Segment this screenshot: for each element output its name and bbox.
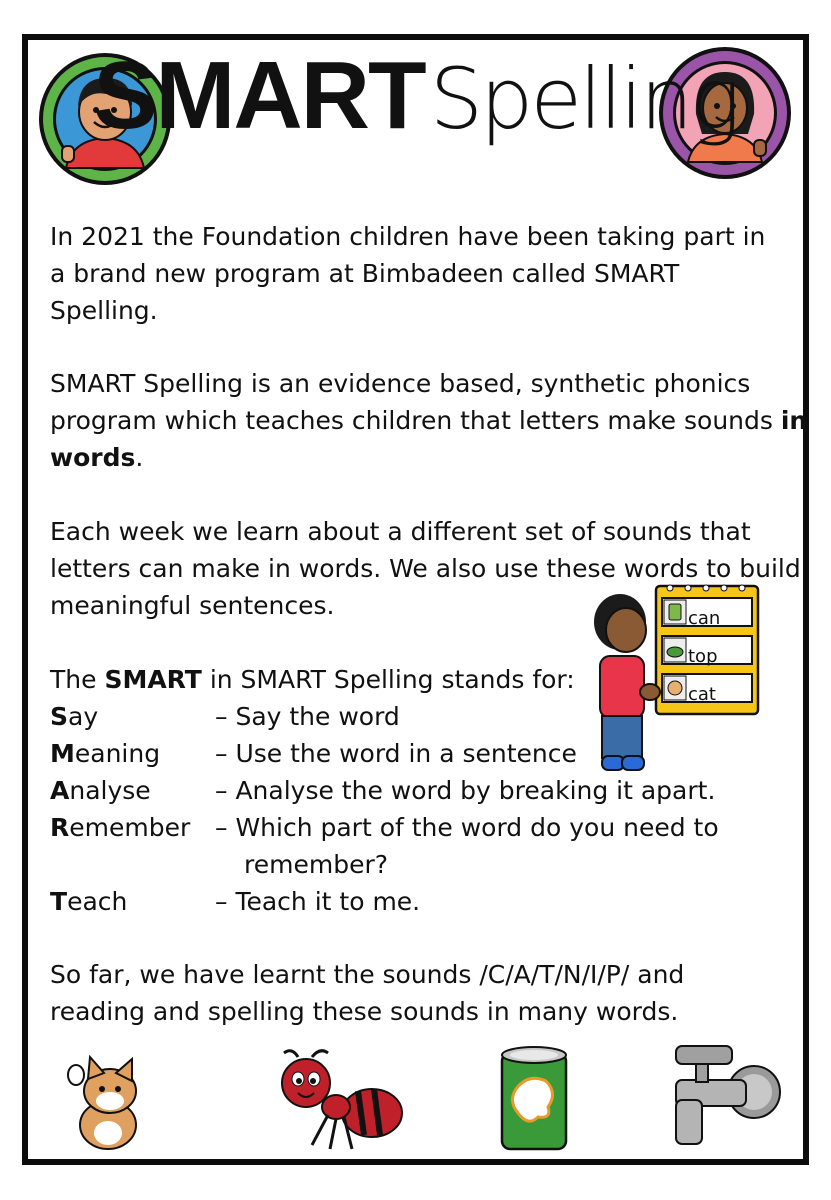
smart-desc: – Which part of the word do you need to <box>215 813 719 842</box>
stands-for-line <box>50 661 575 698</box>
smart-letter: R <box>50 813 70 842</box>
stands-bold: SMART <box>104 665 202 694</box>
smart-word <box>50 698 215 735</box>
smart-word <box>50 772 215 809</box>
about-text: program which teaches children that letters make sounds <box>50 406 781 435</box>
chart-word: can <box>688 608 721 629</box>
smart-letter: M <box>50 739 75 768</box>
stands-text: in SMART Spelling stands for: <box>201 665 575 694</box>
smart-desc: – Analyse the word by breaking it apart. <box>215 776 716 805</box>
tap-icon <box>664 1040 782 1152</box>
smart-desc-continued: remember? <box>244 850 388 879</box>
intro-paragraph <box>50 218 800 329</box>
smart-desc: – Say the word <box>215 702 400 731</box>
smart-rest: each <box>67 887 128 916</box>
closing-line: So far, we have learnt the sounds /C/A/T/N/I/P/ and <box>50 960 685 989</box>
smart-word <box>50 809 215 846</box>
title-bold: SMART <box>93 42 425 149</box>
cat-icon <box>62 1045 150 1153</box>
smart-letter: T <box>50 887 68 916</box>
about-line <box>50 402 808 439</box>
about-bold: words <box>50 443 136 472</box>
about-text: . <box>135 443 144 472</box>
stands-text: The <box>50 665 105 694</box>
smart-item-analyse <box>50 772 715 809</box>
title-light: Spelling <box>429 50 738 148</box>
page-title <box>0 42 831 149</box>
about-paragraph <box>50 365 808 476</box>
about-bold: in <box>780 406 808 435</box>
weekly-line: Each week we learn about a different set of sounds that <box>50 517 751 546</box>
intro-line: In 2021 the Foundation children have been taking part in <box>50 222 766 251</box>
smart-item-teach <box>50 883 420 920</box>
boy-with-word-chart-icon <box>578 580 764 782</box>
intro-line: Spelling. <box>50 296 158 325</box>
about-line: SMART Spelling is an evidence based, synthetic phonics <box>50 369 751 398</box>
chart-words <box>688 600 720 714</box>
closing-line: reading and spelling these sounds in many words. <box>50 997 679 1026</box>
about-line <box>50 439 800 476</box>
smart-item-say <box>50 698 400 735</box>
weekly-line: meaningful sentences. <box>50 591 335 620</box>
smart-rest: ay <box>68 702 99 731</box>
chart-word: top <box>688 646 718 667</box>
smart-desc: – Use the word in a sentence <box>215 739 577 768</box>
smart-letter: S <box>50 702 69 731</box>
tin-can-icon <box>498 1043 570 1155</box>
smart-item-remember <box>50 809 719 846</box>
smart-item-meaning <box>50 735 577 772</box>
smart-word <box>50 883 215 920</box>
weekly-line: letters can make in words. We also use these words to build <box>50 554 801 583</box>
smart-rest: eaning <box>74 739 161 768</box>
smart-rest: emember <box>69 813 191 842</box>
smart-desc: – Teach it to me. <box>215 887 421 916</box>
closing-paragraph <box>50 956 800 1030</box>
ant-icon <box>268 1045 406 1153</box>
smart-rest: nalyse <box>69 776 151 805</box>
smart-word <box>50 735 215 772</box>
chart-word: cat <box>688 684 716 705</box>
smart-letter: A <box>50 776 70 805</box>
intro-line: a brand new program at Bimbadeen called SMART <box>50 259 680 288</box>
